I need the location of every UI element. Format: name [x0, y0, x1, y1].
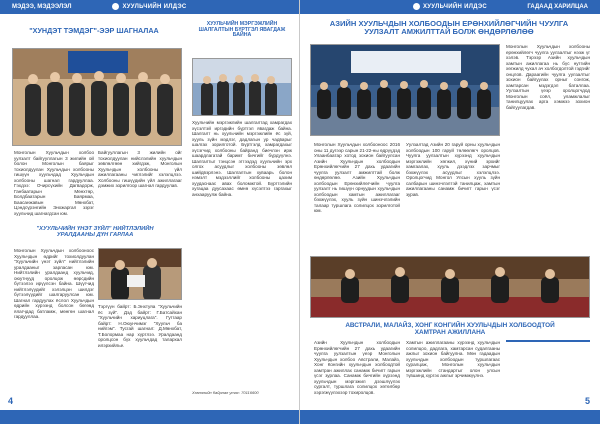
exam-byline: Хэвлэлийн байрлал утас: 70116600 [192, 390, 259, 395]
essay-text-col1: Монголын Хуульчдын холбооноос Хуульчдын өдрийг тохиолдуулан "Хуульчийн үнэт зүйл" нийтлэлийн уралдааныг зарласан юм. Нийтлэлийн уралдаанд хуульчид, оюутнууд оролцож өөрсдийн бүтээлээ ирүүлсэн байна. Шүүгчид нийтлэлүүдийг хэлэлцэн шилдэг бүтээлүүдийг шалгаруулсан юм. Шагнал гардуулах ёслол Хуульчдын өдрийн хүрээнд болсон бөгөөд ялагчдад батламж, мөнгөн шагнал гардууллаа. [14, 248, 94, 319]
divider [506, 340, 590, 342]
article-title-essay-contest: "ХУУЛЬЧИЙН ҮНЭТ ЗҮЙЛ" НИЙТЛЭЛИЙН УРАЛДААНЫ ДҮН ГАРЛАА [36, 226, 154, 239]
article-title-award: "ХУНДЭТ ТЭМДЭГ"-ЭЭР ШАГНАЛАА [29, 26, 159, 35]
award-text-col2: Байгууллагын 3 жилийн ойг тохиолдуулан нийслэлийн хуульчдын зөвлөлгөөн хийгдэж, Монголын Хуульчдын холбооны үйл ажиллагааны чиглэлийг хэлэлцлээ. Холбооны гишүүдийн үйл ажиллагааг дэмжих зорилгоор шагнал гардуулав. [98, 150, 182, 188]
left-header [0, 0, 299, 14]
asia-text-col3: Монголын Хуульчдын холбооны ерөнхийлөгч чуулга уулзалтыг нээж үг хэлэв. Тэрээр Азийн хуульчдын хамтын ажиллагаа нь бүс нутгийн хөгжилд чухал ач холбогдолтой гэдгийг онцлов. Дараагийн чуулга уулзалтыг зохион байгуулах орныг сонгож, хамтарсан мэдэгдэл баталлаа. Уулзалтын үеэр оролцогчдод Монголын соёл, уламжлалыг танилцуулах арга хэмжээ зохион байгуулагдав. [506, 44, 590, 110]
right-header-brand: ХУУЛЬЧИЙН ИЛДЭС [300, 3, 600, 10]
photo-conference [310, 44, 500, 136]
emblem-icon [112, 3, 119, 10]
article-title-asia-lawyers: АЗИЙН ХУУЛЬЧДЫН ХОЛБООДЫН ЕРӨНХИЙЛӨГЧИЙН ЧУУЛГА УУЛЗАЛТ АМЖИЛТТАЙ БОЛЖ ӨНДӨРЛӨЛӨӨ [329, 19, 569, 37]
cooperation-text-col1: Азийн Хуульчдын холбоодын Ерөнхийлөгчийн 27 дахь удаагийн чуулга уулзалтын үеэр Монголын Хуульчдын холбоо Австрали, Малайз, Хонг Конгийн хуульчдын холбоодтой хамтран ажиллах санамж бичигт гарын үсэг зурлаа. Санамж бичгийн хүрээнд хуульчдын мэргэжил дээшлүүлэх сургалт, туршлага солилцох хөтөлбөр хэрэгжүүлэхээр тохиролцов. [314, 340, 400, 395]
asia-text-col1: Монголын Хуульчдын холбооноос 2016 оны 11 дүгээр сарын 21-22-ны өдрүүдэд Улаанбаатар хотод зохион байгуулсан Азийн Хуульчдын холбоодын Ерөнхийлөгчийн 27 дахь удаагийн чуулга уулзалт амжилттай болж өндөрлөлөө. Азийн Хуульчдын холбоодын Ерөнхийлөгчийн чуулга уулзалт нь гишүүн орнуудын хуульчдын холбоодын хамтын ажиллагааг бэхжүүлэх, хууль зүйн шинэчлэлийн талаар туршлага солилцох зорилготой юм. [314, 142, 400, 213]
left-header-brand: ХУУЛЬЧИЙН ИЛДЭС [0, 3, 299, 10]
photo-contest-award [98, 248, 182, 300]
cooperation-text-col2: Хамтын ажиллагааны хүрээнд хуульчдын солилцоо, дадлага, хамтарсан судалгааны ажлыг зохион байгуулна. Мөн гадаадын хуульчдын холбоодын туршлагаас суралцаж, Монголын хуульчдын мэргэжлийн стандартыг олон улсын түвшинд хүргэх ажлыг эрчимжүүлнэ. [406, 340, 500, 378]
exam-text: Хуульчийн мэргэжлийн шалгалтад хамрагдах хүсэлтэй иргэдийн бүртгэл явагдаж байна. Шалгалт нь хуульчийн мэргэжлийн ёс зүй, хууль зүйн мэдлэг, дадлагын ур чадварыг шалгах зорилготой. Бүртгэлд хамрагдахыг хүсэгчид холбооны байранд биечлэн ирж шаардлагатай баримт бичгийг бүрдүүлнэ. Шалгалтыг тэнцсэн этгээдэд хуульчийн эрх олгох асуудлыг холбооны зөвлөл шийдвэрлэнэ. Шалгалтын хуваарь болон нэмэлт мэдээллийг холбооны цахим хуудаснаас авах боломжтой. Бүртгэлийн хугацаа дуусахаас өмнө хүсэлтээ гаргахыг анхааруулж байна. [192, 120, 292, 197]
right-header-section: ГАДААД ХАРИЛЦАА [527, 4, 588, 10]
award-text-col1: Монголын Хуульчдын холбоо уулзалт байгууллагын 3 жилийн ой болон Монголын баярыг тохиолдуулан Хуульчдын холбооны гишүүн хуульчдад Хуульчдын холбооны шагнал гардууллаа. Гэхдээ: Очирсүхийн Дагвадорж, Ганбаатарын Мөнхтөр, Болдбаатарын Баярмаа, Баасанжавын Мөнхбат, Цэндсүрэнгийн Энхжаргал зэрэг хуульчид шагнагдсан юм. [14, 150, 94, 216]
right-page [300, 0, 600, 424]
article-title-exam: ХУУЛЬЧИЙН МЭРГЭЖЛИЙН ШАЛГАЛТЫН БҮРТГЭЛ ЯВАГДАЖ БАЙНА [198, 21, 286, 39]
asia-text-col2: Уулзалтад Азийн 20 гаруй орны хуульчдын холбоодын 100 гаруй төлөөлөгч оролцов. Чуулга уулзалтын хүрээнд хуульчдын мэргэжлийн хөгжил, хүний эрхийг хамгаалах, хууль дээдлэх зарчмыг бэхжүүлэх асуудлыг хэлэлцлээ. Оролцогчид Монгол Улсын хууль зүйн салбарын шинэчлэлтэй танилцаж, хамтын ажиллагааны санамж бичигт гарын үсэг зурав. [406, 142, 500, 197]
left-footer [0, 410, 299, 424]
right-footer [300, 410, 600, 424]
photo-award-group [12, 48, 182, 146]
page-number-right: 5 [584, 396, 590, 406]
right-header [300, 0, 600, 14]
left-header-section: МЭДЭЭ, МЭДЭЭЛЭЛ [12, 4, 72, 10]
emblem-icon [413, 3, 420, 10]
essay-text-col2: Тэргүүн байрт: Б.Энхтуяа "Хуульчийн ёс зүй". Дэд байрт: Г.Батсайхан "Хуульчийн хариуцлага". Гутгаар байрт: Н.Оюунчимэг "Хуульч ба нийгэм". Тусгай шагнал: Д.Мөнхбат, Т.Болормаа нар хүртлээ. Уралдаанд оролцсон бүх хуульчдад талархал илэрхийлье. [98, 304, 182, 348]
article-title-cooperation: АВСТРАЛИ, МАЛАЙЗ, ХОНГ КОНГИЙН ХУУЛЬЧДЫН ХОЛБООДТОЙ ХАМТРАН АЖИЛЛАНА [345, 322, 555, 337]
photo-signing [310, 256, 590, 318]
page-number-left: 4 [8, 396, 14, 406]
photo-exam [192, 58, 292, 116]
